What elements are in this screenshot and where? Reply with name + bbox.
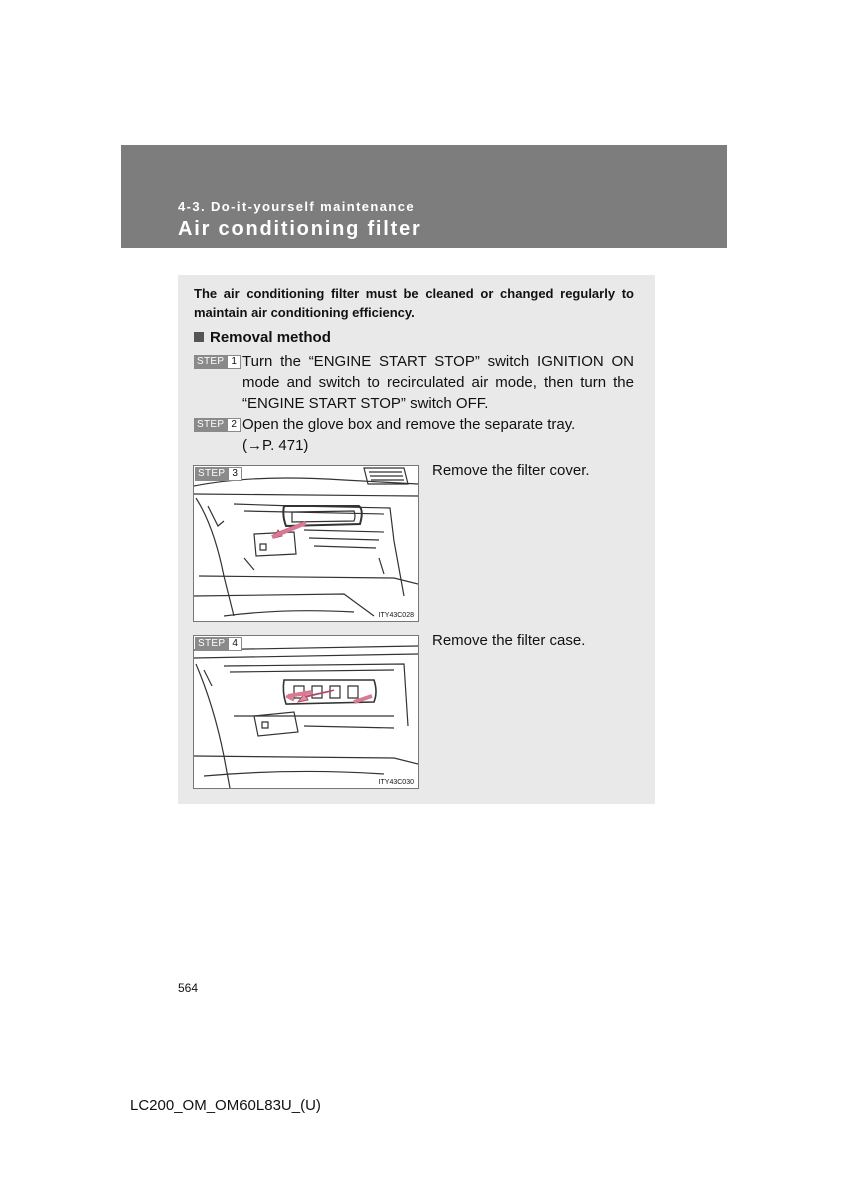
step-3-caption: Remove the filter cover. (432, 462, 590, 479)
step-2-tag (194, 418, 241, 432)
step-2-text (242, 414, 634, 456)
step-4-figure (193, 635, 419, 789)
step-3-figure (193, 465, 419, 622)
page-number: 564 (178, 981, 199, 995)
step-1-text: Turn the “ENGINE START STOP” switch IGNITION ON mode and switch to recirculated air mode, then turn the “ENGINE START STOP” switch OFF. (242, 353, 634, 412)
step-word: STEP (194, 355, 227, 369)
step-number: 2 (227, 418, 241, 432)
step-word: STEP (194, 418, 227, 432)
step-3-tag (195, 467, 242, 481)
step-number: 3 (228, 467, 242, 481)
step-1-tag (194, 355, 241, 369)
section-header (121, 145, 727, 248)
filter-case-illustration (194, 636, 418, 788)
step-2-line-2: (→P. 471) (242, 437, 309, 454)
section-label: 4-3. Do-it-yourself maintenance (178, 199, 415, 214)
figure-code: ITY43C028 (378, 612, 414, 619)
step-4-tag (195, 637, 242, 651)
content-box (178, 275, 655, 804)
page-title: Air conditioning filter (178, 218, 422, 240)
document-code-footer: LC200_OM_OM60L83U_(U) (130, 1097, 321, 1114)
step-2-line-1: Open the glove box and remove the separate tray. (242, 416, 576, 433)
step-number: 1 (227, 355, 241, 369)
method-heading-label: Removal method (210, 329, 331, 346)
glove-box-illustration (194, 466, 418, 621)
intro-text: The air conditioning filter must be cleaned or changed regularly to maintain air conditioning efficiency. (194, 286, 634, 320)
step-word: STEP (195, 637, 228, 651)
figure-code: ITY43C030 (378, 779, 414, 786)
step-4-caption: Remove the filter case. (432, 632, 586, 649)
square-bullet-icon (194, 332, 204, 342)
method-heading (194, 329, 331, 346)
step-number: 4 (228, 637, 242, 651)
step-word: STEP (195, 467, 228, 481)
